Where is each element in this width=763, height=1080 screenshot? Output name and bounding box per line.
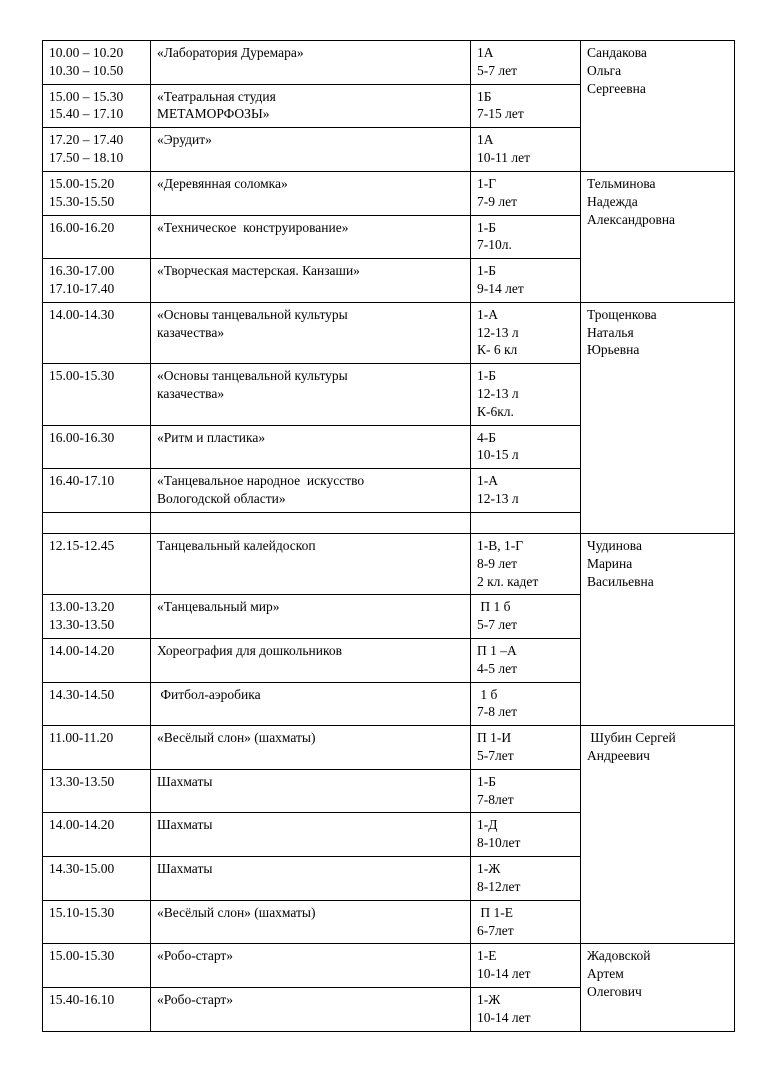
cell-group: П 1 б 5-7 лет <box>471 595 581 639</box>
cell-group: 1-Б 7-8лет <box>471 769 581 813</box>
cell-group: 1А 10-11 лет <box>471 128 581 172</box>
cell-group: 1-А 12-13 л <box>471 469 581 513</box>
cell-time: 16.00-16.20 <box>43 215 151 259</box>
table-row <box>43 302 735 363</box>
cell-activity-name: «Основы танцевальной культуры казачества» <box>151 364 471 425</box>
cell-teacher: Шубин Сергей Андреевич <box>581 726 735 944</box>
cell-time: 15.40-16.10 <box>43 987 151 1031</box>
cell-group: П 1 –А 4-5 лет <box>471 638 581 682</box>
cell-activity-name: «Театральная студия МЕТАМОРФОЗЫ» <box>151 84 471 128</box>
table-row <box>43 533 735 594</box>
cell-time: 16.00-16.30 <box>43 425 151 469</box>
table-row <box>43 726 735 770</box>
cell-time: 15.10-15.30 <box>43 900 151 944</box>
cell-time: 12.15-12.45 <box>43 533 151 594</box>
cell-activity-name: «Робо-старт» <box>151 944 471 988</box>
cell-time: 15.00-15.30 <box>43 364 151 425</box>
cell-time: 16.40-17.10 <box>43 469 151 513</box>
cell-activity-name: «Танцевальный мир» <box>151 595 471 639</box>
cell-teacher: Чудинова Марина Васильевна <box>581 533 735 725</box>
cell-time: 14.30-14.50 <box>43 682 151 726</box>
cell-group: П 1-Е 6-7лет <box>471 900 581 944</box>
table-row <box>43 944 735 988</box>
cell-group: 1-В, 1-Г 8-9 лет 2 кл. кадет <box>471 533 581 594</box>
cell-teacher: Тельминова Надежда Александровна <box>581 171 735 302</box>
cell-activity-name: Танцевальный калейдоскоп <box>151 533 471 594</box>
cell-group: 1-Б 12-13 л К-6кл. <box>471 364 581 425</box>
cell-time: 11.00-11.20 <box>43 726 151 770</box>
cell-group: 1 б 7-8 лет <box>471 682 581 726</box>
cell-time: 17.20 – 17.40 17.50 – 18.10 <box>43 128 151 172</box>
cell-activity-name <box>151 512 471 533</box>
cell-time: 13.00-13.20 13.30-13.50 <box>43 595 151 639</box>
cell-group <box>471 512 581 533</box>
cell-activity-name: «Робо-старт» <box>151 987 471 1031</box>
cell-time: 16.30-17.00 17.10-17.40 <box>43 259 151 303</box>
cell-activity-name: Фитбол-аэробика <box>151 682 471 726</box>
cell-time: 14.00-14.20 <box>43 638 151 682</box>
cell-teacher: Жадовской Артем Олегович <box>581 944 735 1031</box>
cell-activity-name: Хореография для дошкольников <box>151 638 471 682</box>
cell-activity-name: Шахматы <box>151 769 471 813</box>
cell-group: 1Б 7-15 лет <box>471 84 581 128</box>
cell-time: 13.30-13.50 <box>43 769 151 813</box>
cell-time: 15.00-15.30 <box>43 944 151 988</box>
schedule-table-body <box>43 41 735 1032</box>
cell-group: 1-А 12-13 л К- 6 кл <box>471 302 581 363</box>
cell-teacher: Трощенкова Наталья Юрьевна <box>581 302 735 533</box>
cell-activity-name: «Эрудит» <box>151 128 471 172</box>
cell-activity-name: «Техническое конструирование» <box>151 215 471 259</box>
cell-activity-name: «Основы танцевальной культуры казачества» <box>151 302 471 363</box>
table-row <box>43 171 735 215</box>
cell-group: 1-Д 8-10лет <box>471 813 581 857</box>
cell-activity-name: «Ритм и пластика» <box>151 425 471 469</box>
cell-group: 1-Е 10-14 лет <box>471 944 581 988</box>
cell-time: 14.00-14.20 <box>43 813 151 857</box>
cell-time: 14.00-14.30 <box>43 302 151 363</box>
cell-time: 15.00 – 15.30 15.40 – 17.10 <box>43 84 151 128</box>
cell-activity-name: Шахматы <box>151 813 471 857</box>
cell-time: 14.30-15.00 <box>43 857 151 901</box>
cell-activity-name: «Весёлый слон» (шахматы) <box>151 900 471 944</box>
cell-activity-name: «Деревянная соломка» <box>151 171 471 215</box>
cell-time <box>43 512 151 533</box>
cell-group: 1-Ж 10-14 лет <box>471 987 581 1031</box>
cell-group: 1А 5-7 лет <box>471 41 581 85</box>
schedule-table <box>42 40 735 1032</box>
cell-activity-name: «Лаборатория Дуремара» <box>151 41 471 85</box>
cell-activity-name: «Весёлый слон» (шахматы) <box>151 726 471 770</box>
cell-time: 15.00-15.20 15.30-15.50 <box>43 171 151 215</box>
cell-group: 1-Г 7-9 лет <box>471 171 581 215</box>
cell-activity-name: «Танцевальное народное искусство Вологодской области» <box>151 469 471 513</box>
cell-group: 1-Б 7-10л. <box>471 215 581 259</box>
cell-teacher: Сандакова Ольга Сергеевна <box>581 41 735 172</box>
cell-group: 1-Б 9-14 лет <box>471 259 581 303</box>
table-row <box>43 41 735 85</box>
cell-group: 1-Ж 8-12лет <box>471 857 581 901</box>
cell-activity-name: Шахматы <box>151 857 471 901</box>
cell-activity-name: «Творческая мастерская. Канзаши» <box>151 259 471 303</box>
cell-group: 4-Б 10-15 л <box>471 425 581 469</box>
cell-time: 10.00 – 10.20 10.30 – 10.50 <box>43 41 151 85</box>
cell-group: П 1-И 5-7лет <box>471 726 581 770</box>
